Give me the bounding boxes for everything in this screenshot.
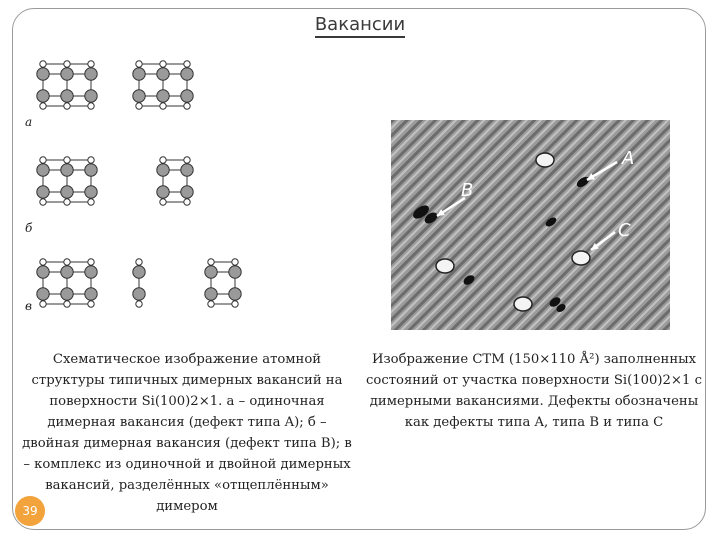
dimer-atom: [61, 164, 73, 176]
dimer-atom: [181, 68, 193, 80]
substrate-atom: [208, 259, 214, 265]
substrate-atom: [136, 103, 142, 109]
substrate-atom: [40, 157, 46, 163]
dimer-atom: [157, 90, 169, 102]
dimer-atom: [229, 288, 241, 300]
dimer-atom: [205, 266, 217, 278]
substrate-atom: [40, 301, 46, 307]
dimer-atom: [229, 266, 241, 278]
dimer-atom: [61, 90, 73, 102]
dimer-atom: [133, 68, 145, 80]
dimer-atom: [181, 90, 193, 102]
substrate-atom: [88, 259, 94, 265]
schematic-panel-2: [25, 157, 193, 235]
dimer-atom: [85, 266, 97, 278]
dimer-atom: [85, 164, 97, 176]
page-number: 39: [15, 496, 45, 526]
slide-title: Вакансии: [0, 14, 720, 35]
substrate-atom: [232, 301, 238, 307]
dimer-atom: [85, 288, 97, 300]
panel-label: б: [25, 221, 33, 235]
dimer-atom: [61, 186, 73, 198]
dimer-atom: [37, 186, 49, 198]
substrate-atom: [184, 199, 190, 205]
dimer-atom: [37, 90, 49, 102]
substrate-atom: [208, 301, 214, 307]
left-caption: Схематическое изображение атомной структуры типичных димерных вакансий на поверхности Si(100)2×1. а – одиночная димерная вакансия (дефект типа A); б – двойная димерная вакансия (дефект типа B); в – комплекс из одиночной и двойной димерных вакансий, разделённых «отщеплённым» димером: [22, 352, 352, 514]
bright-defect: [572, 251, 590, 265]
defect-label-A: A: [622, 148, 635, 169]
dimer-atom: [85, 186, 97, 198]
bright-defect: [436, 259, 454, 273]
substrate-atom: [160, 199, 166, 205]
dimer-atom: [37, 164, 49, 176]
substrate-atom: [64, 157, 70, 163]
substrate-atom: [88, 157, 94, 163]
panel-label: а: [25, 115, 33, 129]
dimer-atom: [157, 68, 169, 80]
stm-image: [391, 120, 670, 330]
dimer-atom: [37, 266, 49, 278]
bright-defect: [514, 297, 532, 311]
defect-label-C: C: [618, 220, 631, 241]
dimer-atom: [157, 164, 169, 176]
substrate-atom: [64, 259, 70, 265]
bright-defect: [536, 153, 554, 167]
dimer-atom: [205, 288, 217, 300]
defect-label-B: B: [461, 180, 474, 201]
dimer-atom: [61, 288, 73, 300]
substrate-atom: [64, 301, 70, 307]
substrate-atom: [160, 61, 166, 67]
dimer-atom: [133, 288, 145, 300]
substrate-atom: [64, 103, 70, 109]
substrate-atom: [64, 61, 70, 67]
dimer-atom: [181, 186, 193, 198]
substrate-atom: [184, 157, 190, 163]
substrate-atom: [184, 61, 190, 67]
dimer-atom: [133, 266, 145, 278]
substrate-atom: [40, 61, 46, 67]
substrate-atom: [40, 259, 46, 265]
substrate-atom: [88, 301, 94, 307]
substrate-atom: [136, 301, 142, 307]
substrate-atom: [40, 199, 46, 205]
substrate-atom: [184, 103, 190, 109]
substrate-atom: [136, 259, 142, 265]
substrate-atom: [88, 199, 94, 205]
substrate-atom: [88, 103, 94, 109]
substrate-atom: [160, 103, 166, 109]
dimer-atom: [85, 90, 97, 102]
dimer-atom: [61, 68, 73, 80]
right-caption: Изображение СТМ (150×110 Å²) заполненных состояний от участка поверхности Si(100)2×1 с димерными вакансиями. Дефекты обозначены как дефекты типа A, типа B и типа C: [366, 352, 702, 430]
schematic-panel-1: [25, 61, 193, 129]
schematic-panel-3: [25, 259, 241, 313]
dimer-atom: [181, 164, 193, 176]
dimer-atom: [133, 90, 145, 102]
dimer-atom: [61, 266, 73, 278]
dimer-atom: [37, 68, 49, 80]
substrate-atom: [232, 259, 238, 265]
dimer-atom: [157, 186, 169, 198]
substrate-atom: [40, 103, 46, 109]
dimer-atom: [85, 68, 97, 80]
substrate-atom: [160, 157, 166, 163]
substrate-atom: [88, 61, 94, 67]
panel-label: в: [25, 299, 32, 313]
dimer-vacancy-schematic: [25, 48, 345, 320]
substrate-atom: [136, 61, 142, 67]
substrate-atom: [64, 199, 70, 205]
dimer-atom: [37, 288, 49, 300]
